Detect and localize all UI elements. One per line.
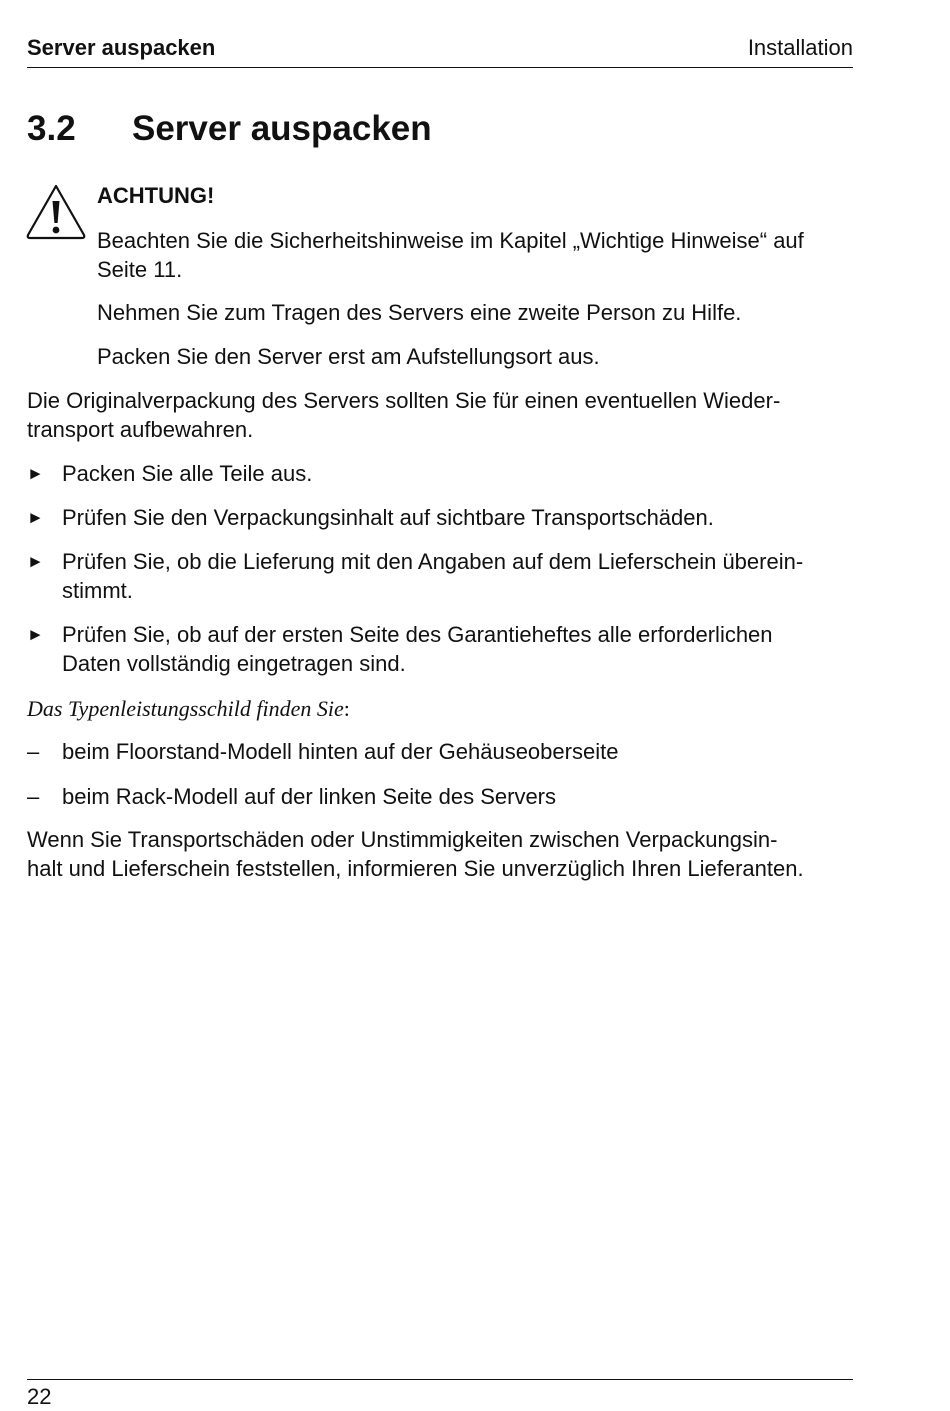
bullet-arrow-icon: ►: [27, 464, 44, 483]
bullet-arrow-icon: ►: [27, 552, 44, 571]
step-item-line: stimmt.: [62, 578, 133, 603]
bullet-arrow-icon: ►: [27, 625, 44, 644]
closing-paragraph-line: halt und Lieferschein feststellen, informieren Sie unverzüglich Ihren Lieferanten.: [27, 856, 804, 881]
intro-paragraph-line: transport aufbewahren.: [27, 417, 254, 442]
dash-marker: –: [27, 739, 40, 764]
warning-triangle-icon: [25, 183, 87, 241]
step-item-line: Prüfen Sie, ob die Lieferung mit den Angaben auf dem Lieferschein überein-: [62, 549, 804, 574]
page-number: 22: [27, 1384, 52, 1409]
running-header: [27, 34, 853, 62]
step-item-line: Prüfen Sie, ob auf der ersten Seite des Garantieheftes alle erforderlichen: [62, 622, 773, 647]
nameplate-lead-text: Das Typenleistungsschild finden Sie: [27, 696, 344, 721]
header-rule: [27, 67, 853, 68]
nameplate-lead: [27, 694, 350, 723]
bullet-arrow-icon: ►: [27, 508, 44, 527]
step-item-line: Daten vollständig eingetragen sind.: [62, 651, 406, 676]
warning-text-line: Seite 11.: [97, 257, 183, 282]
step-item: Packen Sie alle Teile aus.: [62, 461, 313, 486]
section-number: 3.2: [27, 109, 76, 148]
section-title: Server auspacken: [132, 109, 432, 148]
running-header-section: Installation: [747, 35, 853, 60]
dash-marker: –: [27, 784, 40, 809]
nameplate-location-item: beim Floorstand-Modell hinten auf der Gehäuseoberseite: [62, 739, 619, 764]
step-item: Prüfen Sie den Verpackungsinhalt auf sichtbare Transportschäden.: [62, 505, 714, 530]
footer-rule: [27, 1379, 853, 1380]
warning-title: ACHTUNG!: [97, 183, 215, 208]
warning-text-line: Beachten Sie die Sicherheitshinweise im Kapitel „Wichtige Hinweise“ auf: [97, 228, 804, 253]
warning-text-unpack-location: Packen Sie den Server erst am Aufstellungsort aus.: [97, 344, 600, 369]
closing-paragraph-line: Wenn Sie Transportschäden oder Unstimmigkeiten zwischen Verpackungsin-: [27, 827, 778, 852]
nameplate-location-item: beim Rack-Modell auf der linken Seite des Servers: [62, 784, 557, 809]
intro-paragraph-line: Die Originalverpackung des Servers sollten Sie für einen eventuellen Wieder-: [27, 388, 781, 413]
nameplate-lead-colon: :: [343, 696, 350, 721]
warning-text-carry: Nehmen Sie zum Tragen des Servers eine zweite Person zu Hilfe.: [97, 300, 742, 325]
running-header-chapter: Server auspacken: [27, 35, 216, 60]
